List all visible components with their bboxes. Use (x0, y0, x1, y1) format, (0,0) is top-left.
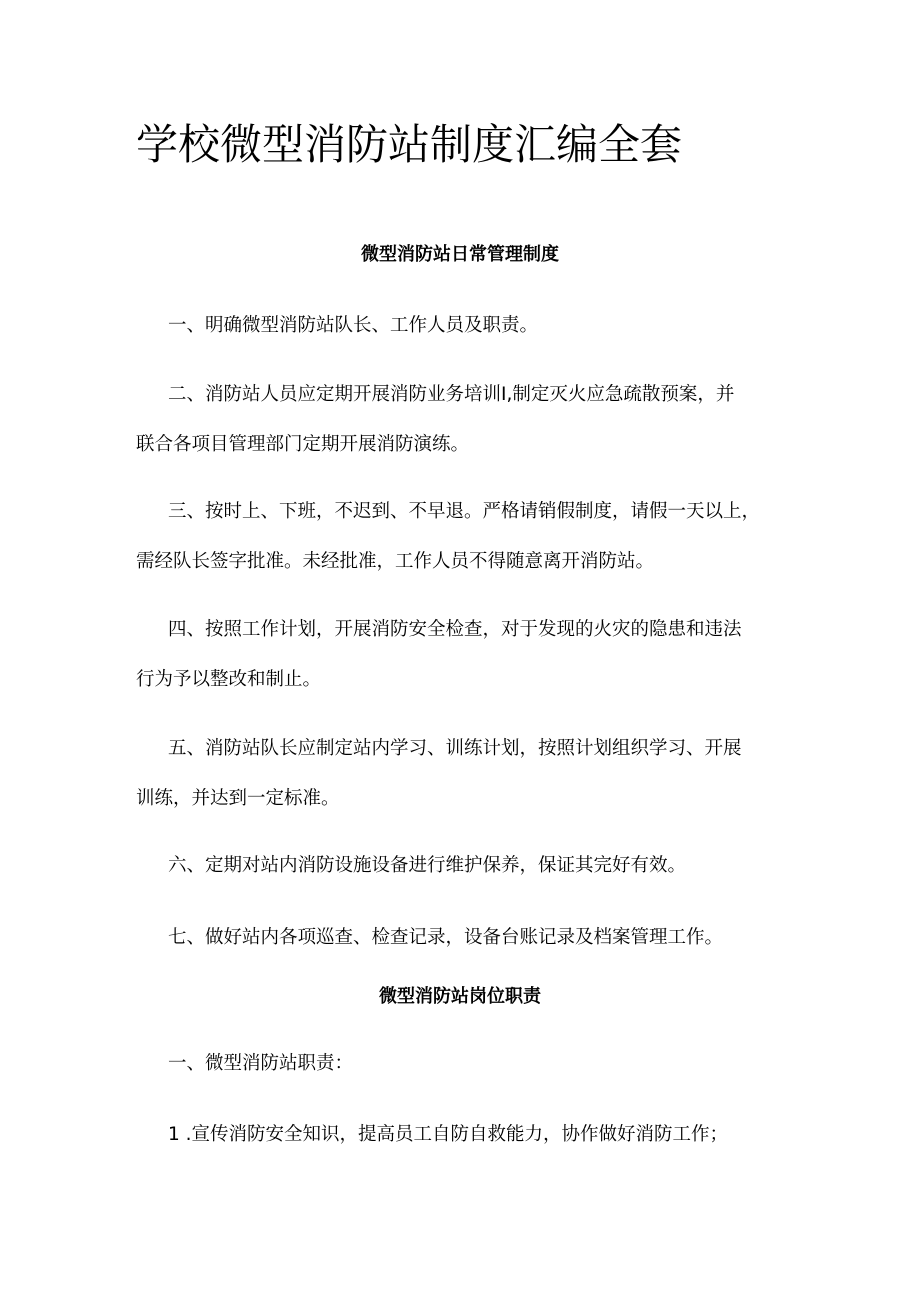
paragraph-line: 一、明确微型消防站队长、工作人员及职责。 (168, 315, 539, 336)
paragraph-8 (136, 1052, 796, 1076)
paragraph-5 (136, 737, 796, 811)
paragraph-line: 联合各项目管理部门定期开展消防演练。 (136, 434, 470, 455)
paragraph-2 (136, 383, 796, 457)
paragraph-1 (136, 314, 796, 338)
paragraph-line: 行为予以整改和制止。 (136, 669, 322, 690)
paragraph-line: 一、微型消防站职责： (168, 1053, 354, 1074)
paragraph-4 (136, 618, 796, 692)
document-title: 学校微型消防站制度汇编全套 (136, 120, 683, 169)
paragraph-line: 七、做好站内各项巡查、检查记录，设备台账记录及档案管理工作。 (168, 927, 724, 948)
paragraph-line: 需经队长签字批准。未经批准，工作人员不得随意离开消防站。 (136, 551, 655, 572)
section-heading-daily-management: 微型消防站日常管理制度 (361, 244, 559, 265)
section-heading-job-duties: 微型消防站岗位职责 (379, 986, 541, 1007)
paragraph-line: 五、消防站队长应制定站内学习、训练计划，按照计划组织学习、开展 (168, 738, 742, 759)
paragraph-line: 三、按时上、下班，不迟到、不早退。严格请销假制度，请假一天以上， (168, 501, 761, 522)
paragraph-line: 六、定期对站内消防设施设备进行维护保养，保证其完好有效。 (168, 855, 687, 876)
paragraph-9 (136, 1123, 796, 1147)
paragraph-6 (136, 854, 796, 878)
paragraph-3 (136, 500, 796, 574)
paragraph-line: 训练，并达到一定标准。 (136, 788, 340, 809)
paragraph-7 (136, 926, 796, 950)
paragraph-line: 1 .宣传消防安全知识，提高员工自防自救能力，协作做好消防工作； (168, 1124, 729, 1145)
paragraph-line: 二、消防站人员应定期开展消防业务培训I,制定灭火应急疏散预案，并 (168, 384, 735, 405)
paragraph-line: 四、按照工作计划，开展消防安全检查，对于发现的火灾的隐患和违法 (168, 619, 742, 640)
